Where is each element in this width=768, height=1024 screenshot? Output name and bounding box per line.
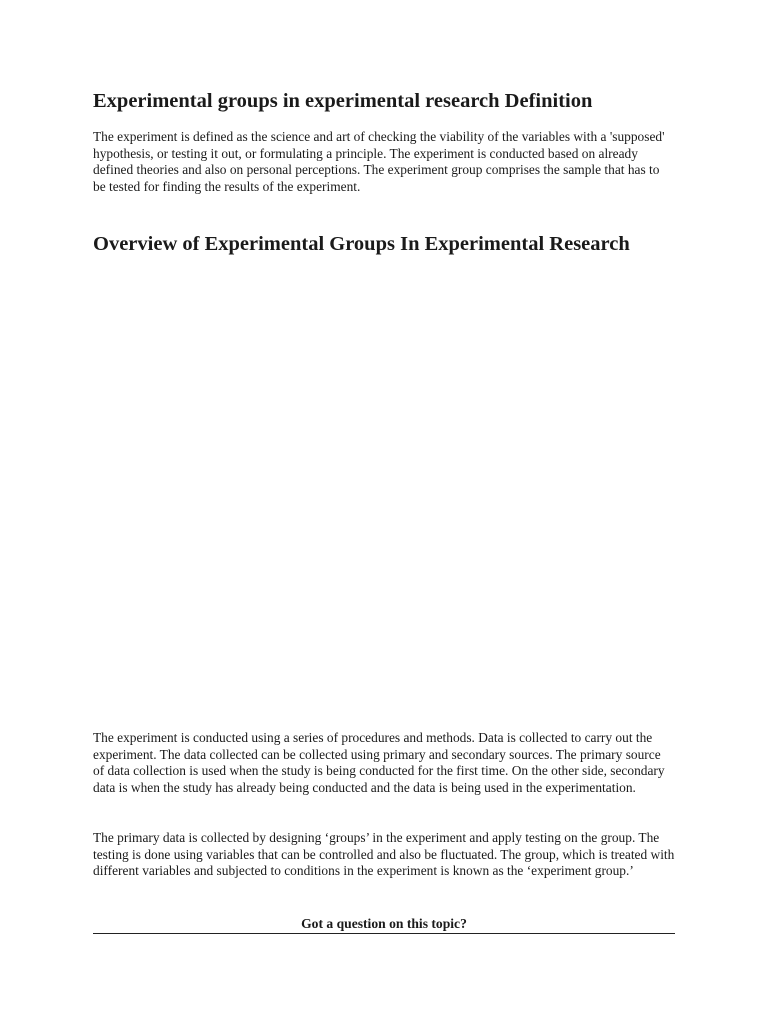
question-prompt[interactable]: Got a question on this topic? xyxy=(301,916,467,931)
body-paragraph-3: The primary data is collected by designing ‘groups’ in the experiment and apply testing on the group. The testing is done using variables that can be controlled and also be fluctuated. The group, which is treated with different variables and subjected to conditions in the experiment is known as the ‘experiment group.’ xyxy=(93,830,675,879)
overview-heading: Overview of Experimental Groups In Experimental Research xyxy=(93,233,630,255)
blank-image-area xyxy=(93,292,675,712)
intro-paragraph: The experiment is defined as the science and art of checking the viability of the variables with a 'supposed' hypothesis, or testing it out, or formulating a principle. The experiment is conducted based on already defined theories and also on personal perceptions. The experiment group comprises the sample that has to be tested for finding the results of the experiment. xyxy=(93,129,665,194)
body-paragraph-2: The experiment is conducted using a series of procedures and methods. Data is collected to carry out the experiment. The data collected can be collected using primary and secondary sources. The primary source of data collection is used when the study is being conducted for the first time. On the other side, secondary data is when the study has already being conducted and the data is being used in the experimentation. xyxy=(93,730,665,795)
article-title: Experimental groups in experimental research Definition xyxy=(93,90,593,112)
horizontal-divider xyxy=(93,933,675,934)
